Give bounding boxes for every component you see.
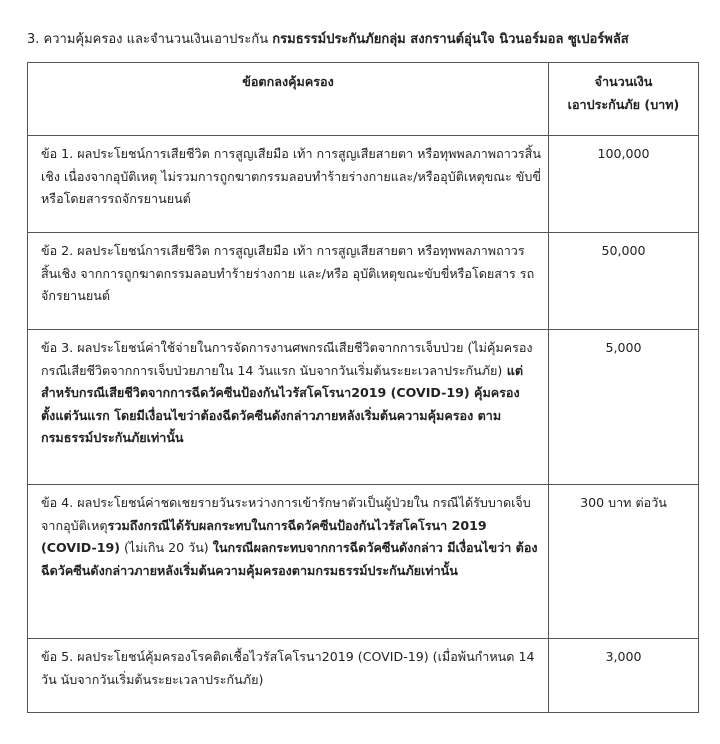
header-amount-line1: จำนวนเงิน [594, 74, 653, 89]
coverage-term-bold-text: ในกรณีผลกระทบจากการฉีดวัคซีนดังกล่าว มีเงื่อนไขว่า ต้องฉีดวัคซีนดังกล่าวภายหลังเริ่มต้นความคุ้มครองตามกรมธรรม์ประกันภัยเท่านั้น [41, 540, 538, 578]
coverage-amount-value: 300 บาท ต่อวัน [580, 495, 667, 510]
policy-name: กรมธรรม์ประกันภัยกลุ่ม สงกรานต์อุ่นใจ นิวนอร์มอล ซูเปอร์พลัส [272, 32, 629, 47]
header-amount [549, 63, 699, 136]
header-terms-label: ข้อตกลงคุ้มครอง [242, 74, 334, 89]
section-heading [27, 29, 717, 51]
coverage-amount [549, 330, 699, 485]
coverage-term-text: ข้อ 1. ผลประโยชน์การเสียชีวิต การสูญเสียมือ เท้า การสูญเสียสายตา หรือทุพพลภาพถาวรสิ้นเชิง เนื่องจากอุบัติเหตุ ไม่รวมการถูกฆาตกรรมลอบทำร้ายร่างกายและ/หรืออุบัติเหตุขณะ ขับขี่หรือโดยสารรถจักรยานยนต์ [41, 146, 541, 206]
coverage-term [28, 639, 549, 713]
table-row [28, 485, 699, 639]
coverage-term-bold-text: รวมถึงกรณีได้รับผลกระทบในการฉีดวัคซีนป้องกันไวรัสโคโรนา 2019 (COVID-19) [41, 517, 487, 555]
section-heading-prefix: 3. ความคุ้มครอง และจำนวนเงินเอาประกัน [27, 32, 269, 47]
coverage-term-text: (ไม่เกิน 20 วัน) [120, 540, 213, 555]
coverage-amount-value: 100,000 [597, 146, 650, 161]
header-amount-line2: เอาประกันภัย (บาท) [567, 96, 680, 112]
coverage-term-text: ข้อ 4. ผลประโยชน์ค่าชดเชยรายวันระหว่างการเข้ารักษาตัวเป็นผู้ป่วยใน กรณีได้รับบาดเจ็บ จากอุบัติเหตุ [41, 495, 531, 533]
coverage-term-text: ข้อ 2. ผลประโยชน์การเสียชีวิต การสูญเสียมือ เท้า การสูญเสียสายตา หรือทุพพลภาพถาวร สิ้นเชิง จากการถูกฆาตกรรมลอบทำร้ายร่างกาย และ/หรือ อุบัติเหตุขณะขับขี่หรือโดยสาร รถจักรยานยนต์ [41, 243, 535, 303]
coverage-term [28, 330, 549, 485]
coverage-term [28, 485, 549, 639]
table-row [28, 330, 699, 485]
table-header-row [28, 63, 699, 136]
table-row [28, 233, 699, 330]
coverage-amount-value: 3,000 [605, 649, 642, 664]
coverage-term [28, 136, 549, 233]
coverage-amount [549, 233, 699, 330]
coverage-term-text: ข้อ 5. ผลประโยชน์คุ้มครองโรคติดเชื้อไวรัสโคโรนา2019 (COVID-19) (เมื่อพ้นกำหนด 14 วัน นับจากวันเริ่มต้นระยะเวลาประกันภัย) [41, 649, 535, 687]
table-row [28, 639, 699, 713]
header-terms [28, 63, 549, 136]
coverage-amount [549, 485, 699, 639]
coverage-term-text: ข้อ 3. ผลประโยชน์ค่าใช้จ่ายในการจัดการงานศพกรณีเสียชีวิตจากการเจ็บป่วย (ไม่คุ้มครองกรณีเสียชีวิตจากการเจ็บป่วยภายใน 14 วันแรก นับจากวันเริ่มต้นระยะเวลาประกันภัย) [41, 340, 533, 378]
coverage-amount-value: 50,000 [601, 243, 646, 258]
coverage-amount-value: 5,000 [605, 340, 642, 355]
coverage-amount [549, 639, 699, 713]
coverage-term [28, 233, 549, 330]
coverage-term-bold-text: แต่สำหรับกรณีเสียชีวิตจากการฉีดวัคซีนป้องกันไวรัสโคโรนา2019 (COVID-19) คุ้มครองตั้งแต่วันแรก โดยมีเงื่อนไขว่าต้องฉีดวัคซีนดังกล่าวภายหลังเริ่มต้นความคุ้มครอง ตามกรมธรรม์ประกันภัยเท่านั้น [41, 362, 524, 445]
coverage-table [27, 62, 699, 713]
coverage-amount [549, 136, 699, 233]
table-row [28, 136, 699, 233]
